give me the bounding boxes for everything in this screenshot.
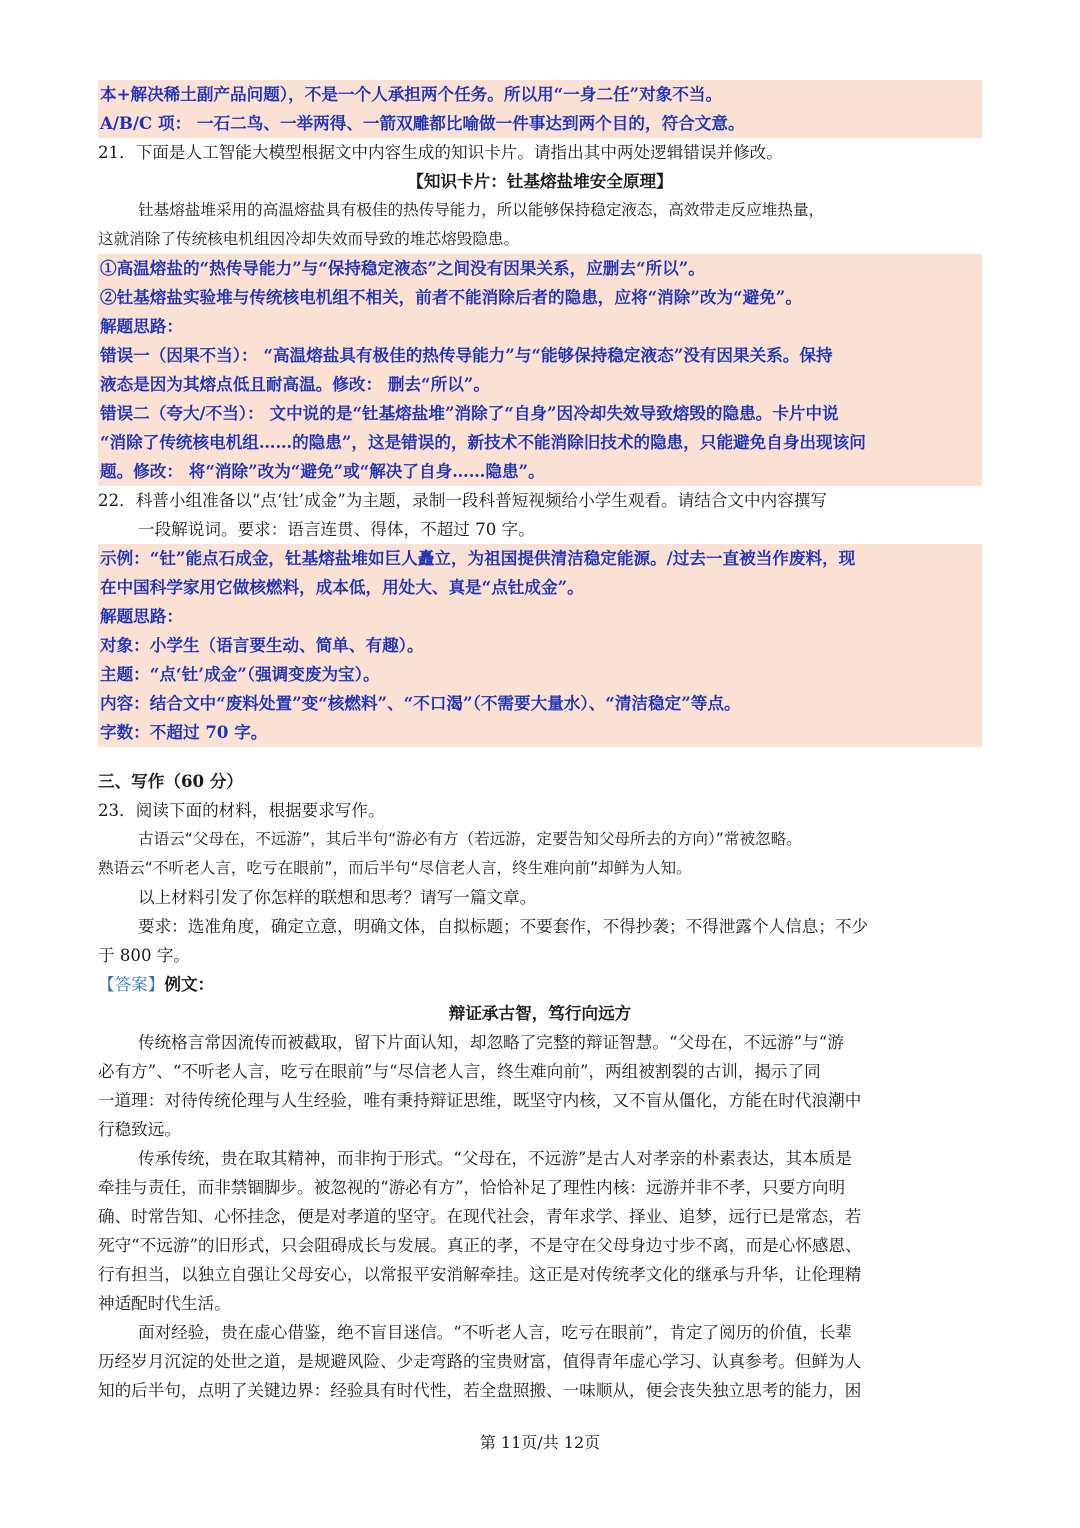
answer-line: 解题思路： [100,316,183,336]
answer-line: ①高温熔盐的“热传导能力”与“保持稳定液态”之间没有因果关系，应删去“所以”。 [100,258,705,278]
essay-title: 辩证承古智，笃行向远方 [448,1003,632,1023]
question-21-prompt: 21．下面是人工智能大模型根据文中内容生成的知识卡片。请指出其中两处逻辑错误并修改。 [98,143,783,162]
answer-block-q20 [98,80,982,138]
answer-line: 字数：不超过 70 字。 [100,722,268,742]
knowledge-card-text: 这就消除了传统核电机组因冷却失效而导致的堆芯熔毁隐患。 [98,230,520,248]
essay-line: 传统格言常因流传而被截取，留下片面认知，却忽略了完整的辩证智慧。“父母在，不远游”与“游 [138,1033,844,1052]
essay-line: 行稳致远。 [98,1120,181,1139]
writing-requirement: 要求：选准角度，确定立意，明确文体，自拟标题；不要套作，不得抄袭；不得泄露个人信息；不少 [138,917,869,936]
essay-body [98,1028,982,1405]
essay-line: 必有方”、“不听老人言，吃亏在眼前”与“尽信老人言，终生难向前”，两组被割裂的古训，揭示了同 [98,1062,821,1081]
essay-line: 知的后半句，点明了关键边界：经验具有时代性，若全盘照搬、一味顺从，便会丧失独立思考的能力，困 [98,1381,862,1400]
answer-line: 解题思路： [100,606,183,626]
essay-line: 传承传统，贵在取其精神，而非拘于形式。“父母在，不远游”是古人对孝亲的朴素表达，其本质是 [138,1149,852,1168]
essay-line: 面对经验，贵在虚心借鉴，绝不盲目迷信。“不听老人言，吃亏在眼前”，肯定了阅历的价值，长辈 [138,1323,852,1342]
question-22-prompt: 一段解说词。要求：语言连贯、得体，不超过 70 字。 [138,520,535,539]
writing-requirement: 于 800 字。 [98,946,191,965]
answer-line: 本+解决稀土副产品问题），不是一个人承担两个任务。所以用“一身二任”对象不当。 [100,84,723,104]
answer-line: 错误二（夸大/不当）： 文中说的是“钍基熔盐堆”消除了“自身”因冷却失效导致熔毁的隐患。卡片中说 [100,403,839,423]
answer-block-q21 [98,254,982,486]
answer-label-line [98,970,982,999]
answer-line: 题。修改： 将“消除”改为“避免”或“解决了自身……隐患”。 [100,461,545,481]
writing-material: 古语云“父母在，不远游”，其后半句“游必有方（若远游，定要告知父母所去的方向）”常被忽略。 [138,830,802,848]
answer-block-q22 [98,544,982,747]
knowledge-card-text: 钍基熔盐堆采用的高温熔盐具有极佳的热传导能力，所以能够保持稳定液态，高效带走反应堆热量， [138,201,825,219]
essay-line: 神适配时代生活。 [98,1294,231,1313]
answer-line: 液态是因为其熔点低且耐高温。修改： 删去“所以”。 [100,374,490,394]
essay-line: 一道理：对待传统伦理与人生经验，唯有秉持辩证思维，既坚守内核，又不盲从僵化，方能在时代浪潮中 [98,1091,862,1110]
example-label: 例文： [164,974,215,994]
page-footer: 第 11页/共 12页 [479,1433,601,1452]
answer-line: A/B/C 项： 一石二鸟、一举两得、一箭双雕都比喻做一件事达到两个目的，符合文意。 [100,113,745,133]
essay-line: 确、时常告知、心怀挂念，便是对孝道的坚守。在现代社会，青年求学、择业、追梦，远行已是常态，若 [98,1207,862,1226]
answer-tag: 【答案】 [98,975,165,994]
essay-line: 历经岁月沉淀的处世之道，是规避风险、少走弯路的宝贵财富，值得青年虚心学习、认真参考。但鲜为人 [98,1352,862,1371]
spacer [98,747,982,767]
essay-line: 行有担当，以独立自强让父母安心，以常报平安消解牵挂。这正是对传统孝文化的继承与升华，让伦理精 [98,1265,862,1284]
answer-line: 内容：结合文中“废料处置”变“核燃料”、“不口渴”（不需要大量水）、“清洁稳定”等点。 [100,693,741,713]
section-heading: 三、写作（60 分） [98,771,244,791]
answer-line: 在中国科学家用它做核燃料，成本低，用处大、真是“点钍成金”。 [100,577,584,597]
answer-line: 对象：小学生（语言要生动、简单、有趣）。 [100,635,424,655]
answer-line: 示例：“钍”能点石成金，钍基熔盐堆如巨人矗立，为祖国提供清洁稳定能源。/过去一直被当作废料，现 [100,548,856,568]
writing-material: 熟语云“不听老人言，吃亏在眼前”，而后半句“尽信老人言，终生难向前”却鲜为人知。 [98,859,692,877]
exam-page [98,80,982,1405]
question-22-prompt: 22．科普小组准备以“点‘钍’成金”为主题，录制一段科普短视频给小学生观看。请结合文中内容撰写 [98,491,827,510]
essay-line: 死守“不远游”的旧形式，只会阻碍成长与发展。真正的孝，不是守在父母身边寸步不离，而是心怀感恩、 [98,1236,862,1255]
knowledge-card-title: 【知识卡片：钍基熔盐堆安全原理】 [407,171,673,191]
writing-ask: 以上材料引发了你怎样的联想和思考？请写一篇文章。 [138,888,537,907]
essay-line: 牵挂与责任，而非禁锢脚步。被忽视的“游必有方”，恰恰补足了理性内核：远游并非不孝，只要方向明 [98,1178,846,1197]
answer-line: ②钍基熔盐实验堆与传统核电机组不相关，前者不能消除后者的隐患，应将“消除”改为“避免”。 [100,287,802,307]
answer-line: 主题：“点‘钍’成金”（强调变废为宝）。 [100,664,380,684]
answer-line: 错误一（因果不当）： “高温熔盐具有极佳的热传导能力”与“能够保持稳定液态”没有因果关系。保持 [100,345,833,365]
answer-line: “消除了传统核电机组……的隐患”，这是错误的，新技术不能消除旧技术的隐患，只能避免自身出现该问 [100,432,866,452]
question-23-prompt: 23．阅读下面的材料，根据要求写作。 [98,801,385,820]
